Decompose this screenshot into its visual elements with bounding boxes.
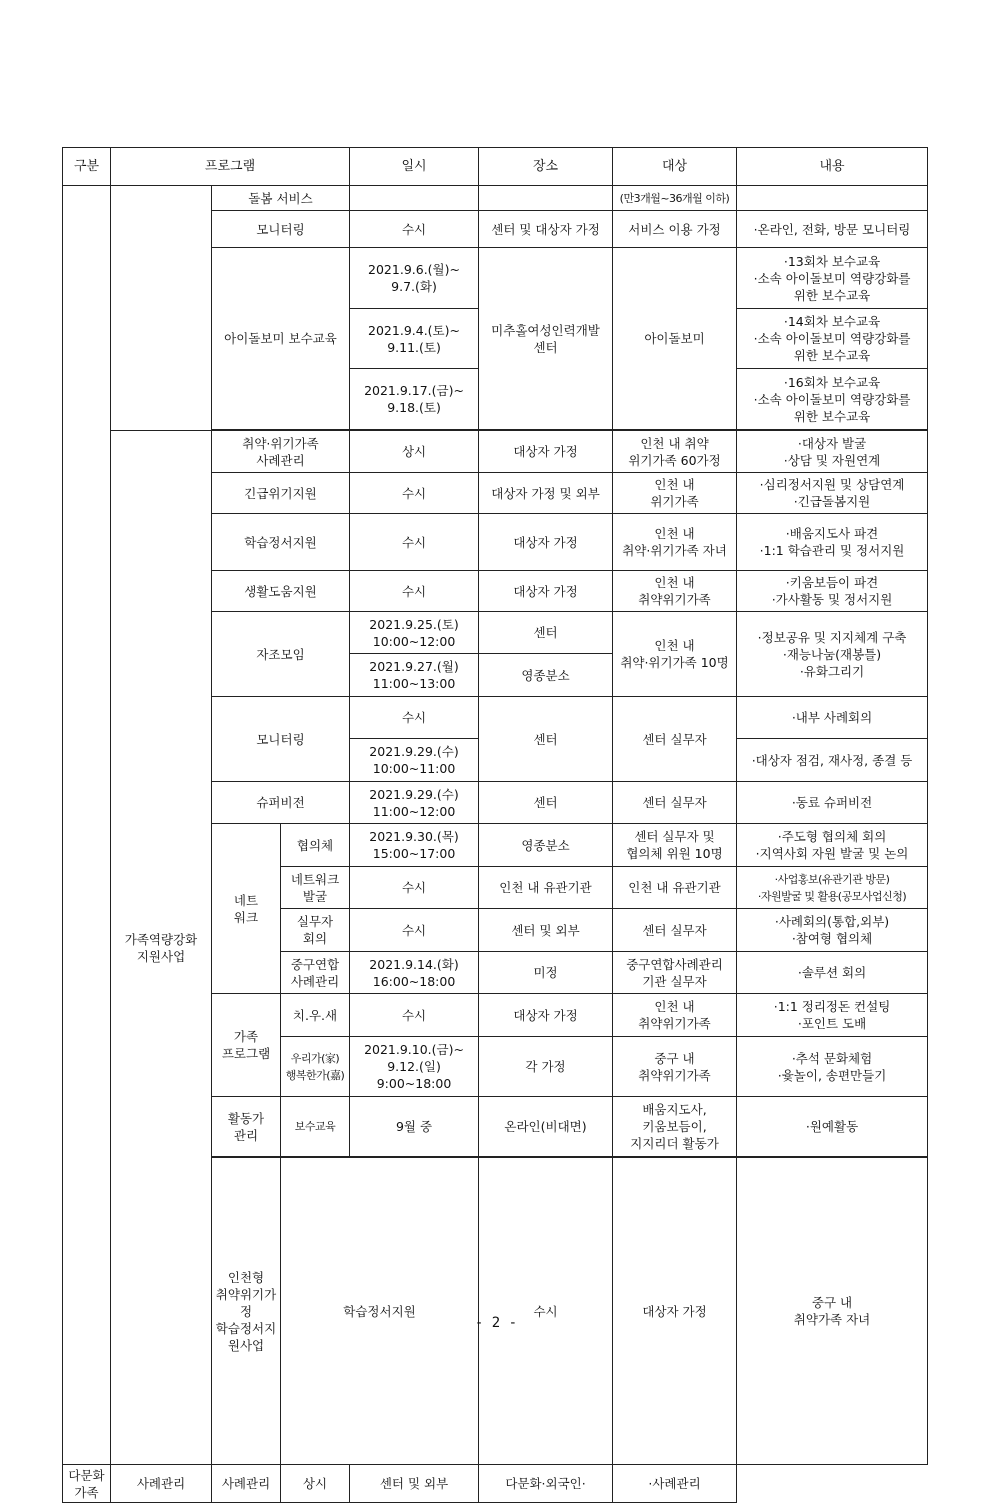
program-cell: 학습정서지원 <box>212 514 350 571</box>
content-cell: ·사례회의(통합,외부) ·참여형 협의체 <box>737 909 928 952</box>
date-cell: 2021.9.4.(토)~ 9.11.(토) <box>350 309 479 369</box>
program-cell: 슈퍼비전 <box>212 782 350 824</box>
family-group-cell: 가족역량강화 지원사업 <box>111 431 212 1465</box>
header-category: 구분 <box>63 148 111 186</box>
sub-program-cell: 중구연합 사례관리 <box>281 952 350 994</box>
schedule-table <box>62 147 928 1503</box>
header-program: 프로그램 <box>111 148 350 186</box>
header-target: 대상 <box>613 148 737 186</box>
place-cell: 대상자 가정 <box>479 431 613 473</box>
date-cell: 2021.9.14.(화) 16:00~18:00 <box>350 952 479 994</box>
table-row <box>63 186 928 211</box>
content-cell: ·사례관리 <box>613 1465 737 1503</box>
content-cell: ·내부 사례회의 <box>737 697 928 739</box>
content-cell: ·주도형 협의체 회의 ·지역사회 자원 발굴 및 논의 <box>737 824 928 867</box>
target-cell: (만3개월~36개월 이하) <box>613 186 737 211</box>
date-cell: 9월 중 <box>350 1097 479 1157</box>
content-cell: ·사업홍보(유관기관 방문) ·자원발굴 및 활용(공모사업신청) <box>737 867 928 909</box>
target-cell: 아이돌보미 <box>613 248 737 430</box>
content-cell: ·키움보듬이 파견 ·가사활동 및 정서지원 <box>737 571 928 612</box>
target-cell: 인천 내 위기가족 <box>613 473 737 514</box>
network-label-cell: 네트 워크 <box>212 824 281 994</box>
date-cell: 2021.9.29.(수) 11:00~12:00 <box>350 782 479 824</box>
sub-program-cell: 보수교육 <box>281 1097 350 1157</box>
place-cell: 인천 내 유관기관 <box>479 867 613 909</box>
sub-program-cell: 치.우.새 <box>281 994 350 1037</box>
target-cell: 인천 내 취약위기가족 <box>613 994 737 1037</box>
category-cell <box>63 186 111 1465</box>
date-cell: 2021.9.10.(금)~ 9.12.(일) 9:00~18:00 <box>350 1037 479 1097</box>
content-cell: ·배움지도사 파견 ·1:1 학습관리 및 정서지원 <box>737 514 928 571</box>
target-cell: 인천 내 유관기관 <box>613 867 737 909</box>
date-cell: 수시 <box>479 1158 613 1465</box>
content-cell: ·원예활동 <box>737 1097 928 1157</box>
place-cell: 온라인(비대면) <box>479 1097 613 1157</box>
place-cell: 대상자 가정 <box>613 1158 737 1465</box>
date-cell: 2021.9.6.(월)~ 9.7.(화) <box>350 248 479 309</box>
content-cell: ·온라인, 전화, 방문 모니터링 <box>737 211 928 248</box>
date-cell: 2021.9.25.(토) 10:00~12:00 <box>350 612 479 654</box>
target-cell: 배움지도사, 키움보듬이, 지지리더 활동가 <box>613 1097 737 1157</box>
date-cell: 2021.9.29.(수) 10:00~11:00 <box>350 739 479 782</box>
content-cell: ·추석 문화체험 ·윷놀이, 송편만들기 <box>737 1037 928 1097</box>
target-cell: 중구 내 취약위기가족 <box>613 1037 737 1097</box>
target-cell: 인천 내 취약위기가족 <box>613 571 737 612</box>
program-cell: 생활도움지원 <box>212 571 350 612</box>
place-cell: 영종분소 <box>479 824 613 867</box>
target-cell: 서비스 이용 가정 <box>613 211 737 248</box>
target-cell: 다문화·외국인· <box>479 1465 613 1503</box>
target-cell: 센터 실무자 및 협의체 위원 10명 <box>613 824 737 867</box>
program-cell: 모니터링 <box>212 211 350 248</box>
content-cell: ·대상자 점검, 재사정, 종결 등 <box>737 739 928 782</box>
target-cell: 중구연합사례관리 기관 실무자 <box>613 952 737 994</box>
target-cell: 인천 내 취약·위기가족 10명 <box>613 612 737 697</box>
place-cell: 각 가정 <box>479 1037 613 1097</box>
table-row <box>63 431 928 473</box>
content-cell: ·14회차 보수교육 ·소속 아이돌보미 역량강화를 위한 보수교육 <box>737 309 928 369</box>
care-group-cell <box>111 186 212 431</box>
target-cell: 센터 실무자 <box>613 697 737 782</box>
sub-program-cell: 협의체 <box>281 824 350 867</box>
target-cell: 센터 실무자 <box>613 909 737 952</box>
activity-label-cell: 활동가 관리 <box>212 1097 281 1157</box>
date-cell <box>350 186 479 211</box>
date-cell: 상시 <box>281 1465 350 1503</box>
sub-program-cell: 사례관리 <box>212 1465 281 1503</box>
date-cell: 수시 <box>350 697 479 739</box>
incheon-group-cell: 인천형 취약위기가정 학습정서지원사업 <box>212 1158 281 1465</box>
date-cell: 수시 <box>350 473 479 514</box>
date-cell: 2021.9.27.(월) 11:00~13:00 <box>350 654 479 697</box>
content-cell: ·16회차 보수교육 ·소속 아이돌보미 역량강화를 위한 보수교육 <box>737 369 928 430</box>
date-cell: 수시 <box>350 909 479 952</box>
place-cell: 미추홀여성인력개발 센터 <box>479 248 613 430</box>
sub-program-cell: 실무자 회의 <box>281 909 350 952</box>
place-cell: 센터 및 대상자 가정 <box>479 211 613 248</box>
page-number: - 2 - <box>474 1315 518 1331</box>
sub-program-cell: 우리가(家) 행복한가(嘉) <box>281 1037 350 1097</box>
content-cell: ·대상자 발굴 ·상담 및 자원연계 <box>737 431 928 473</box>
content-cell: ·13회차 보수교육 ·소속 아이돌보미 역량강화를 위한 보수교육 <box>737 248 928 309</box>
date-cell: 수시 <box>350 571 479 612</box>
place-cell: 대상자 가정 <box>479 994 613 1037</box>
content-cell <box>737 186 928 211</box>
place-cell: 대상자 가정 <box>479 514 613 571</box>
place-cell: 센터 및 외부 <box>479 909 613 952</box>
table-row <box>63 1465 928 1503</box>
content-cell: ·1:1 정리정돈 컨설팅 ·포인트 도배 <box>737 994 928 1037</box>
header-place: 장소 <box>479 148 613 186</box>
date-cell: 2021.9.30.(목) 15:00~17:00 <box>350 824 479 867</box>
program-cell: 돌봄 서비스 <box>212 186 350 211</box>
program-cell: 취약·위기가족 사례관리 <box>212 431 350 473</box>
family-program-label-cell: 가족 프로그램 <box>212 994 281 1097</box>
date-cell: 수시 <box>350 867 479 909</box>
header-row <box>63 148 928 186</box>
place-cell: 센터 <box>479 612 613 654</box>
place-cell: 영종분소 <box>479 654 613 697</box>
place-cell: 미정 <box>479 952 613 994</box>
date-cell: 수시 <box>350 211 479 248</box>
content-cell: ·정보공유 및 지지체계 구축 ·재능나눔(재봉틀) ·유화그리기 <box>737 612 928 697</box>
content-cell: ·동료 슈퍼비전 <box>737 782 928 824</box>
multicultural-group-cell: 다문화가족 <box>63 1465 111 1503</box>
content-cell: ·심리정서지원 및 상담연계 ·긴급돌봄지원 <box>737 473 928 514</box>
program-cell: 사례관리 <box>111 1465 212 1503</box>
sub-program-cell: 네트워크 발굴 <box>281 867 350 909</box>
date-cell: 2021.9.17.(금)~ 9.18.(토) <box>350 369 479 430</box>
place-cell: 센터 <box>479 697 613 782</box>
content-cell: ·솔루션 회의 <box>737 952 928 994</box>
header-date: 일시 <box>350 148 479 186</box>
date-cell: 상시 <box>350 431 479 473</box>
program-cell: 모니터링 <box>212 697 350 782</box>
place-cell <box>479 186 613 211</box>
program-cell: 자조모임 <box>212 612 350 697</box>
place-cell: 대상자 가정 <box>479 571 613 612</box>
date-cell: 수시 <box>350 994 479 1037</box>
date-cell: 수시 <box>350 514 479 571</box>
target-cell: 인천 내 취약·위기가족 자녀 <box>613 514 737 571</box>
program-cell: 학습정서지원 <box>281 1158 479 1465</box>
target-cell: 중구 내 취약가족 자녀 <box>737 1158 928 1465</box>
target-cell: 인천 내 취약 위기가족 60가정 <box>613 431 737 473</box>
header-content: 내용 <box>737 148 928 186</box>
target-cell: 센터 실무자 <box>613 782 737 824</box>
program-cell: 아이돌보미 보수교육 <box>212 248 350 430</box>
place-cell: 센터 <box>479 782 613 824</box>
program-cell: 긴급위기지원 <box>212 473 350 514</box>
place-cell: 대상자 가정 및 외부 <box>479 473 613 514</box>
place-cell: 센터 및 외부 <box>350 1465 479 1503</box>
